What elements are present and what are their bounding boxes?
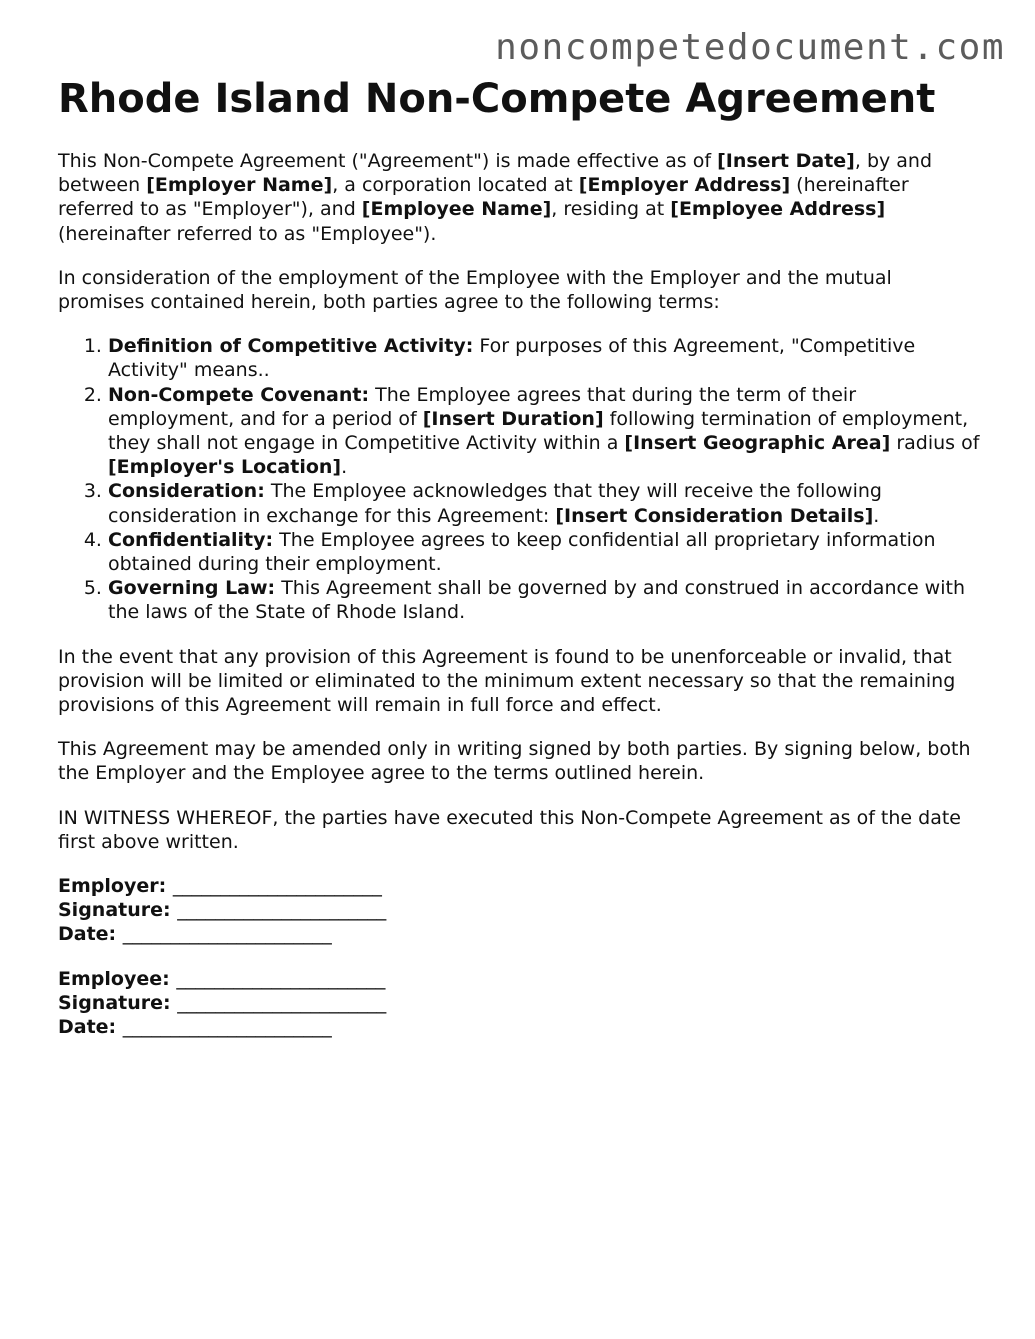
term-text: The Employee acknowledges that they will receive the following consideration in exchange for this Agreement:	[108, 480, 882, 527]
employee-date-blank: ______________________	[122, 1016, 332, 1039]
term-heading: Consideration:	[108, 480, 265, 503]
consideration-paragraph: In consideration of the employment of the Employee with the Employer and the mutual promises contained herein, both parties agree to the following terms:	[58, 266, 892, 314]
employer-signature-block	[58, 874, 983, 947]
employer-name-placeholder: [Employer Name]	[146, 174, 333, 197]
intro-text-3: , a corporation located at	[332, 174, 579, 197]
employee-name-blank: ______________________	[176, 967, 386, 990]
term-item-confidentiality	[108, 528, 983, 576]
employer-name-blank: ______________________	[172, 875, 382, 898]
term-heading: Governing Law:	[108, 577, 276, 600]
signature-label: Signature:	[58, 991, 171, 1014]
term-text: following termination of employment, they shall not engage in Competitive Activity within a	[108, 407, 969, 455]
witness-paragraph: IN WITNESS WHEREOF, the parties have executed this Non-Compete Agreement as of the date first above written.	[58, 806, 961, 853]
intro-paragraph	[58, 149, 983, 246]
employer-name-line	[58, 874, 983, 898]
effective-date-placeholder: [Insert Date]	[717, 150, 855, 172]
term-text: .	[873, 504, 880, 527]
intro-text-6: (hereinafter referred to as "Employee").	[58, 222, 437, 245]
employer-signature-blank: ______________________	[177, 899, 387, 922]
term-text: The Employee agrees to keep confidential all proprietary information obtained during their employment.	[108, 528, 936, 576]
intro-text-2: , by and between	[58, 150, 933, 197]
term-item-consideration	[108, 479, 983, 527]
document-title: Rhode Island Non-Compete Agreement	[58, 76, 936, 122]
date-label: Date:	[58, 1016, 117, 1039]
term-heading: Confidentiality:	[108, 528, 274, 551]
document-page	[58, 75, 983, 1059]
term-text: This Agreement shall be governed by and construed in accordance with the laws of the State of Rhode Island.	[108, 577, 965, 624]
term-text: For purposes of this Agreement, "Competitive Activity" means..	[108, 335, 916, 382]
consideration-details-placeholder: [Insert Consideration Details]	[555, 504, 874, 527]
employee-signature-block	[58, 967, 983, 1040]
employer-date-blank: ______________________	[122, 923, 332, 946]
term-item-non-compete	[108, 383, 983, 480]
term-item-governing-law	[108, 576, 983, 624]
term-heading: Non-Compete Covenant:	[108, 383, 370, 406]
employer-label: Employer:	[58, 875, 167, 898]
employer-location-placeholder: [Employer's Location]	[108, 456, 342, 479]
intro-text-4: (hereinafter referred to as "Employer"), and	[58, 174, 909, 221]
employer-signature-line	[58, 898, 983, 922]
intro-text-5: , residing at	[551, 198, 671, 221]
watermark-site: noncompetedocument.com	[495, 27, 1005, 68]
term-text: radius of	[890, 432, 980, 455]
term-heading: Definition of Competitive Activity:	[108, 335, 474, 358]
duration-placeholder: [Insert Duration]	[422, 407, 604, 430]
amendment-paragraph: This Agreement may be amended only in writing signed by both parties. By signing below, both the Employer and the Employee agree to the terms outlined herein.	[58, 738, 971, 785]
date-label: Date:	[58, 923, 117, 946]
term-text: The Employee agrees that during the term of their employment, and for a period of	[108, 383, 857, 430]
employee-label: Employee:	[58, 967, 170, 990]
geographic-area-placeholder: [Insert Geographic Area]	[624, 432, 891, 455]
employee-name-placeholder: [Employee Name]	[361, 198, 552, 221]
severability-paragraph: In the event that any provision of this Agreement is found to be unenforceable or invalid, that provision will be limited or eliminated to the minimum extent necessary so that the remaining provisions of this Agreement will remain in full force and effect.	[58, 645, 956, 717]
term-text: .	[341, 456, 348, 479]
employee-name-line	[58, 967, 983, 991]
intro-text-1: This Non-Compete Agreement ("Agreement") is made effective as of	[58, 150, 718, 172]
employee-signature-blank: ______________________	[177, 991, 387, 1014]
employee-signature-line	[58, 991, 983, 1015]
terms-list	[58, 334, 983, 624]
employer-address-placeholder: [Employer Address]	[578, 174, 791, 197]
term-item-definition	[108, 334, 983, 382]
employee-date-line	[58, 1015, 983, 1039]
employee-address-placeholder: [Employee Address]	[670, 198, 886, 221]
employer-date-line	[58, 922, 983, 946]
signature-label: Signature:	[58, 899, 171, 922]
